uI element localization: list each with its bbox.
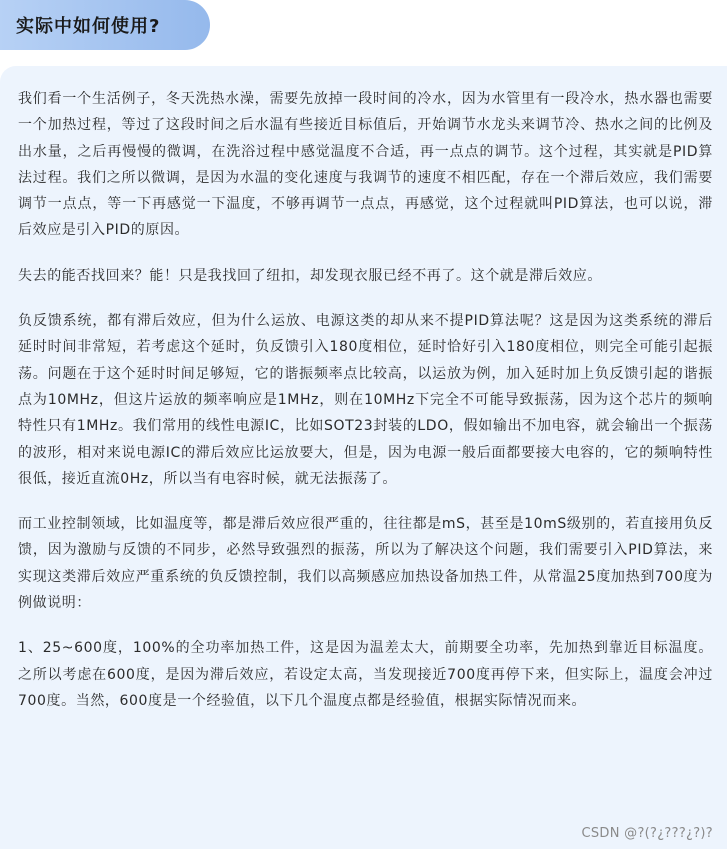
section-heading bbox=[0, 0, 210, 50]
paragraph-negative-feedback: 负反馈系统，都有滞后效应，但为什么运放、电源这类的却从来不提PID算法呢？这是因为这类系统的滞后延时时间非常短，若考虑这个延时，负反馈引入180度相位，延时恰好引入180度相位，则完全可能引起振荡。问题在于这个延时时间足够短，它的谐振频率点比较高，以运放为例，加入延时加上负反馈引起的谐振点为10MHz，但这片运放的频率响应是1MHz，则在10MHz下完全不可能导致振荡，因为这个芯片的频响特性只有1MHz。我们常用的线性电源IC，比如SOT23封装的LDO，假如输出不加电容，就会输出一个振荡的波形，相对来说电源IC的滞后效应比运放要大，但是，因为电源一般后面都要接大电容的，它的频响特性很低，接近直流0Hz，所以当有电容时候，就无法振荡了。 bbox=[18, 313, 713, 487]
csdn-watermark: CSDN @?(?¿???¿?)? bbox=[581, 826, 713, 841]
section-title: 实际中如何使用? bbox=[16, 16, 161, 37]
paragraph-industrial-control: 而工业控制领域，比如温度等，都是滞后效应很严重的，往往都是mS，甚至是10mS级别的，若直接用负反馈，因为激励与反馈的不同步，必然导致强烈的振荡，所以为了解决这个问题，我们需要引入PID算法，来实现这类滞后效应严重系统的负反馈控制，我们以高频感应加热设备加热工件，从常温25度加热到700度为例做说明： bbox=[18, 516, 713, 612]
paragraph-step-one: 1、25~600度，100%的全功率加热工件，这是因为温差太大，前期要全功率，先加热到靠近目标温度。之所以考虑在600度，是因为滞后效应，若设定太高，当发现接近700度再停下来，但实际上，温度会冲过700度。当然，600度是一个经验值，以下几个温度点都是经验值，根据实际情况而来。 bbox=[18, 640, 713, 709]
content-panel bbox=[0, 66, 727, 849]
paragraph-lost-button: 失去的能否找回来？能！只是我找回了纽扣，却发现衣服已经不再了。这个就是滞后效应。 bbox=[18, 267, 602, 284]
paragraph-shower-example: 我们看一个生活例子，冬天洗热水澡，需要先放掉一段时间的冷水，因为水管里有一段冷水，热水器也需要一个加热过程，等过了这段时间之后水温有些接近目标值后，开始调节水龙头来调节冷、热水之间的比例及出水量，之后再慢慢的微调，在洗浴过程中感觉温度不合适，再一点点的调节。这个过程，其实就是PID算法过程。我们之所以微调，是因为水温的变化速度与我调节的速度不相匹配，存在一个滞后效应，我们需要调节一点点，等一下再感觉一下温度，不够再调节一点点，再感觉，这个过程就叫PID算法，也可以说，滞后效应是引入PID的原因。 bbox=[18, 91, 713, 239]
